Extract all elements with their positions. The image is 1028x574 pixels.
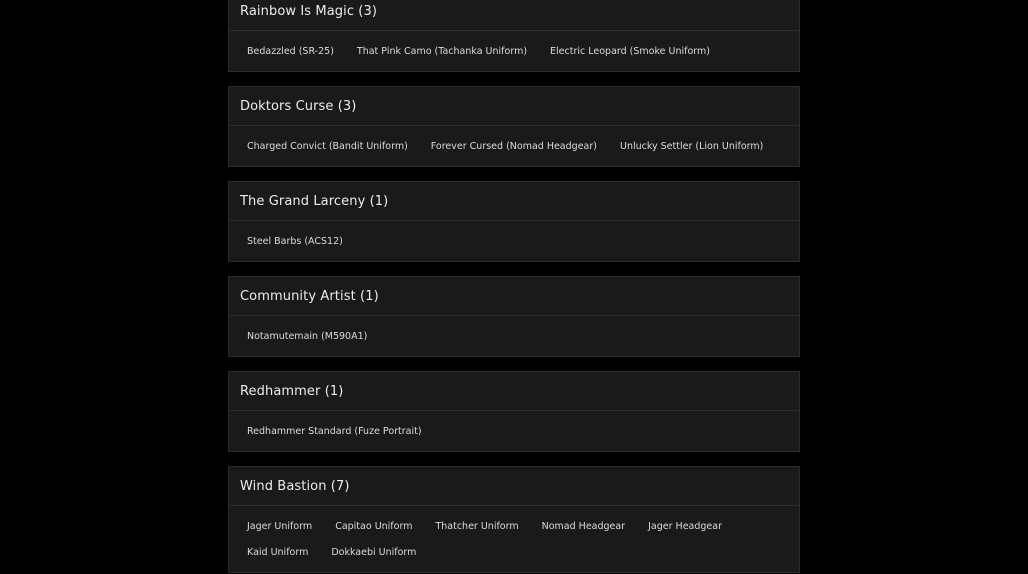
collection-items [229, 316, 799, 356]
collection-items [229, 31, 799, 71]
collection-item[interactable]: Redhammer Standard (Fuze Portrait) [247, 425, 422, 437]
collection-item[interactable]: Charged Convict (Bandit Uniform) [247, 140, 408, 152]
collection-card [228, 371, 800, 452]
collection-title: Rainbow Is Magic (3) [229, 0, 799, 31]
collection-item[interactable]: Nomad Headgear [541, 520, 626, 532]
collection-item[interactable]: Steel Barbs (ACS12) [247, 235, 343, 247]
collection-card [228, 466, 800, 573]
collection-item[interactable]: Unlucky Settler (Lion Uniform) [619, 140, 764, 152]
collection-item[interactable]: Forever Cursed (Nomad Headgear) [430, 140, 597, 152]
collection-item[interactable]: Capitao Uniform [335, 520, 413, 532]
collection-title: Doktors Curse (3) [229, 87, 799, 126]
collection-title: Redhammer (1) [229, 372, 799, 411]
collection-item[interactable]: Bedazzled (SR-25) [247, 45, 334, 57]
collection-title: The Grand Larceny (1) [229, 182, 799, 221]
collection-items [229, 411, 799, 451]
collection-title: Wind Bastion (7) [229, 467, 799, 506]
collection-card [228, 276, 800, 357]
collection-items [229, 506, 799, 572]
collection-card [228, 0, 800, 72]
collection-title: Community Artist (1) [229, 277, 799, 316]
collection-item[interactable]: Kaid Uniform [247, 546, 309, 558]
collection-item[interactable]: Thatcher Uniform [435, 520, 519, 532]
collection-card [228, 86, 800, 167]
collection-card [228, 181, 800, 262]
collection-item[interactable]: Notamutemain (M590A1) [247, 330, 368, 342]
collection-list [228, 0, 800, 574]
collection-items [229, 221, 799, 261]
collection-item[interactable]: Jager Uniform [247, 520, 313, 532]
collection-items [229, 126, 799, 166]
collection-item[interactable]: That Pink Camo (Tachanka Uniform) [356, 45, 528, 57]
collection-item[interactable]: Jager Headgear [648, 520, 722, 532]
collection-item[interactable]: Electric Leopard (Smoke Uniform) [550, 45, 710, 57]
collection-item[interactable]: Dokkaebi Uniform [331, 546, 417, 558]
